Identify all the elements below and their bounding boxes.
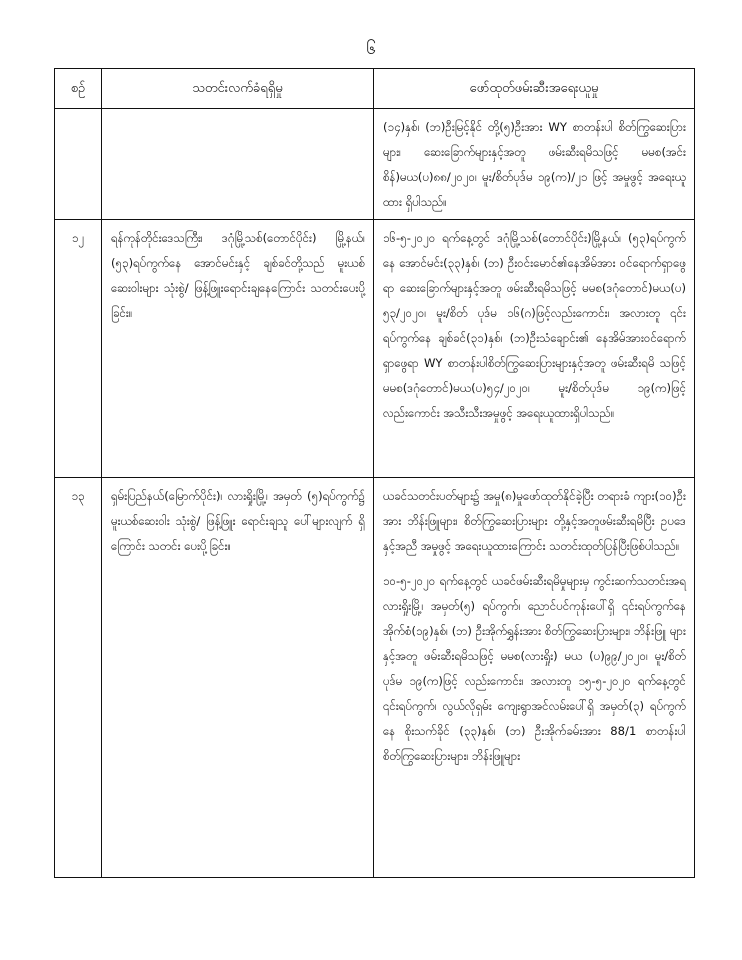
complaint-cell	[102, 109, 374, 220]
table-row	[55, 220, 695, 478]
action-cell	[374, 220, 695, 478]
header-action-taken: ဖော်ထုတ်ဖမ်းဆီးအရေးယူမှု	[374, 69, 695, 109]
table-row	[55, 478, 695, 878]
complaint-cell: ရှမ်းပြည်နယ်(မြောက်ပိုင်း)၊ လားရှိုးမြို့၊ အမှတ် (၅)ရပ်ကွက်၌ မူးယစ်ဆေးဝါး သုံးစွဲ/ ဖြန့်ဖြူး ရောင်းချသူ ပေါ်များလျက် ရှိကြောင်း သတင်း ပေးပို့ခြင်း။	[102, 478, 374, 878]
header-serial-no: စဉ်	[55, 69, 102, 109]
table-row	[55, 109, 695, 220]
table-header-row	[55, 69, 695, 109]
action-cell	[374, 109, 695, 220]
page-number: ၆	[366, 39, 376, 59]
report-table	[54, 68, 695, 878]
action-paragraph: ယခင်သတင်းပတ်များ၌ အမှု(၈)မှုဖော်ထုတ်နိုင်ခဲ့ပြီး တရားခံ ကျား(၁၀)ဦးအား ဘိန်းဖြူများ၊ စိတ်ကြွဆေးပြားများ တို့နှင့်အတူဖမ်းဆီးရမိပြီး ဥပဒေနှင့်အညီ အမှုဖွင့် အရေးယူထားကြောင်း သတင်းထုတ်ပြန်ပြီးဖြစ်ပါသည်။	[383, 489, 686, 553]
complaint-cell: ရန်ကုန်တိုင်းဒေသကြီး၊ ဒဂုံမြို့သစ်(တောင်ပိုင်း) မြို့နယ်၊ (၅၃)ရပ်ကွက်နေ အောင်မင်းနှင့် ချစ်ခင်တို့သည် မူးယစ်ဆေးဝါးများ သုံးစွဲ/ ဖြန့်ဖြူးရောင်းချနေကြောင်း သတင်းပေးပို့ခြင်း။	[102, 220, 374, 478]
row-number: ၁၃	[55, 478, 102, 878]
action-paragraph: ၁၆-၅-၂၀၂၀ ရက်နေ့တွင် ဒဂုံမြို့သစ်(တောင်ပိုင်း)မြို့နယ်၊ (၅၃)ရပ်ကွက်နေ အောင်မင်း(၃၃)နှစ်၊ (ဘ) ဦးဝင်းမောင်၏နေအိမ်အား ဝင်ရောက်ရှာဖွေရာ ဆေးခြောက်များနှင့်အတူ ဖမ်းဆီးရမိသဖြင့် မမစ(ဒဂုံတောင်)မယ(ပ) ၅၃/၂၀၂၀၊ မူး/စိတ် ပုဒ်မ ၁၆(ဂ)ဖြင့်လည်းကောင်း၊ အလားတူ ၎င်းရပ်ကွက်နေ ချစ်ခင်(၃၁)နှစ်၊ (ဘ)ဦးသံချောင်း၏ နေအိမ်အားဝင်ရောက်ရှာဖွေရာ WY စာတန်းပါစိတ်ကြွဆေးပြားများနှင့်အတူ ဖမ်းဆီးရမိ သဖြင့် မမစ(ဒဂုံတောင်)မယ(ပ)၅၄/၂၀၂၀၊ မူး/စိတ်ပုဒ်မ ၁၉(က)ဖြင့်လည်းကောင်း အသီးသီးအမှုဖွင့် အရေးယူထားရှိပါသည်။	[383, 231, 686, 420]
header-complaint-received: သတင်းလက်ခံရရှိမှု	[102, 69, 374, 109]
row-number: ၁၂	[55, 220, 102, 478]
action-paragraph: (၁၄)နှစ်၊ (ဘ)ဦးမြင့်နိုင် တို့(၅)ဦးအား WY စာတန်းပါ စိတ်ကြွဆေးပြားများ၊ ဆေးခြောက်များနှင့်အတူ ဖမ်းဆီးရမိသဖြင့် မမစ(အင်းစိန်)မယ(ပ)၈၈/၂၀၂၀၊ မူး/စိတ်ပုဒ်မ ၁၉(က)/၂၁ ဖြင့် အမှုဖွင့် အရေးယူထား ရှိပါသည်။	[383, 120, 686, 209]
row-number	[55, 109, 102, 220]
action-paragraph: ၁၀-၅-၂၀၂၀ ရက်နေ့တွင် ယခင်ဖမ်းဆီးရမိမှုများမှ ကွင်းဆက်သတင်းအရ လားရှိုးမြို့၊ အမှတ်(၅) ရပ်ကွက်၊ ညောင်ပင်ကုန်းပေါ်ရှိ ၎င်းရပ်ကွက်နေ အိုက်စံ(၁၉)နှစ်၊ (ဘ) ဦးအိုက်ရွှန်းအား စိတ်ကြွဆေးပြားများ၊ ဘိန်းဖြူ များနှင့်အတူ ဖမ်းဆီးရမိသဖြင့် မမစ(လားရှိုး) မယ (ပ)၉၉/၂၀၂၀၊ မူး/စိတ်ပုဒ်မ ၁၉(က)ဖြင့် လည်းကောင်း၊ အလားတူ ၁၅-၅-၂၀၂၀ ရက်နေ့တွင် ၎င်းရပ်ကွက်၊ လွယ်လိုရှမ်း ကျေးရွာအင်လမ်းပေါ်ရှိ အမှတ်(၃) ရပ်ကွက်နေ စိုးသက်ခိုင် (၃၃)နှစ်၊ (ဘ) ဦးအိုက်ခမ်းအား 88/1 စာတန်းပါ စိတ်ကြွဆေးပြားများ၊ ဘိန်းဖြူများ	[383, 574, 686, 763]
action-cell	[374, 478, 695, 878]
